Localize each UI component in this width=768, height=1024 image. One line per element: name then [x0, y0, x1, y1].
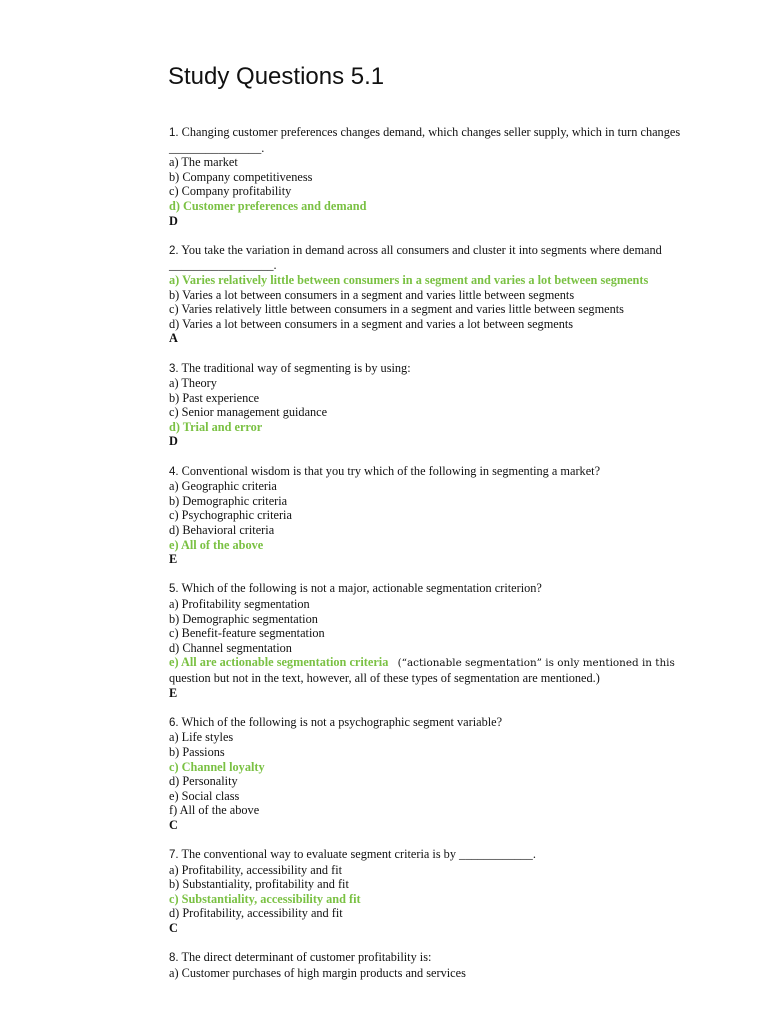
- question-number: 7.: [169, 849, 179, 862]
- option: [169, 906, 729, 921]
- option: [169, 479, 729, 494]
- option-text: e) All of the above: [169, 537, 264, 552]
- question-5: [169, 581, 729, 700]
- answer-key: C: [169, 817, 178, 832]
- answer-key: A: [169, 331, 178, 346]
- option-note-continued: question but not in the text, however, all of these types of segmentation are mentioned.): [169, 670, 600, 685]
- option: [169, 508, 729, 523]
- option: [169, 803, 729, 818]
- option: [169, 863, 729, 878]
- option-text: e) Social class: [169, 788, 240, 803]
- option-text: b) Demographic criteria: [169, 493, 288, 508]
- option: [169, 494, 729, 509]
- question-text: The traditional way of segmenting is by using:: [178, 360, 411, 375]
- option-text: b) Demographic segmentation: [169, 611, 318, 626]
- option: [169, 641, 729, 656]
- answer-key: E: [169, 552, 178, 567]
- option-text: d) Customer preferences and demand: [169, 198, 367, 213]
- option-text: d) Personality: [169, 774, 238, 789]
- option: [169, 170, 729, 185]
- question-4: [169, 464, 729, 567]
- option-text: b) Passions: [169, 744, 225, 759]
- question-number: 8.: [169, 952, 179, 965]
- option: [169, 523, 729, 538]
- option: [169, 789, 729, 804]
- question-text: Changing customer preferences changes demand, which changes seller supply, which in turn changes: [178, 125, 681, 139]
- question-number: 3.: [169, 362, 179, 375]
- question-stem: [169, 847, 729, 863]
- option-text: c) Psychographic criteria: [169, 508, 292, 523]
- option-correct: [169, 655, 729, 671]
- question-8: [169, 950, 729, 980]
- option-text: a) Profitability, accessibility and fit: [169, 862, 343, 877]
- question-stem: [169, 243, 729, 259]
- option: [169, 405, 729, 420]
- option: [169, 184, 729, 199]
- option: [169, 730, 729, 745]
- question-blank: _______________.: [169, 140, 265, 155]
- option-text: f) All of the above: [169, 803, 260, 818]
- option: [169, 376, 729, 391]
- question-number: 6.: [169, 716, 179, 729]
- question-2: [169, 243, 729, 346]
- option: [169, 774, 729, 789]
- option: [169, 612, 729, 627]
- option-text: c) Varies relatively little between consumers in a segment and varies little between segments: [169, 302, 624, 317]
- option-text: a) Varies relatively little between consumers in a segment and varies a lot between segments: [169, 272, 649, 287]
- option-correct: [169, 892, 729, 907]
- question-blank: _________________.: [169, 258, 277, 273]
- option-text: a) Geographic criteria: [169, 479, 277, 494]
- question-number: 5.: [169, 583, 179, 596]
- option-correct: [169, 199, 729, 214]
- answer-key: C: [169, 921, 178, 936]
- option-text: a) Life styles: [169, 730, 234, 745]
- option: [169, 626, 729, 641]
- question-number: 4.: [169, 465, 179, 478]
- option-correct: [169, 760, 729, 775]
- option-text: a) The market: [169, 155, 238, 170]
- question-text: Which of the following is not a psychographic segment variable?: [178, 714, 503, 729]
- option-text: c) Channel loyalty: [169, 759, 265, 774]
- option: [169, 155, 729, 170]
- option-text: e) All are actionable segmentation criteria: [169, 655, 389, 670]
- option: [169, 877, 729, 892]
- questions-list: [169, 125, 729, 995]
- option-text: b) Past experience: [169, 390, 260, 405]
- option-text: b) Company competitiveness: [169, 169, 313, 184]
- option-text: a) Profitability segmentation: [169, 597, 310, 611]
- question-7: [169, 847, 729, 936]
- option-text: d) Varies a lot between consumers in a segment and varies a lot between segments: [169, 316, 574, 331]
- answer-key: D: [169, 213, 178, 228]
- question-6: [169, 715, 729, 833]
- question-text: Conventional wisdom is that you try which of the following in segmenting a market?: [178, 463, 601, 478]
- question-stem: [169, 125, 729, 141]
- option-text: a) Customer purchases of high margin products and services: [169, 965, 466, 980]
- option-text: c) Benefit-feature segmentation: [169, 626, 325, 641]
- option-text: c) Company profitability: [169, 184, 292, 199]
- question-text: The direct determinant of customer profitability is:: [178, 950, 432, 965]
- option-text: b) Substantiality, profitability and fit: [169, 877, 349, 892]
- answer-key: D: [169, 434, 178, 449]
- question-stem: [169, 361, 729, 377]
- question-stem: [169, 950, 729, 966]
- page-title: Study Questions 5.1: [168, 63, 385, 90]
- option: [169, 391, 729, 406]
- question-text: You take the variation in demand across all consumers and cluster it into segments where demand: [178, 242, 662, 257]
- option: [169, 317, 729, 332]
- option: [169, 302, 729, 317]
- option-note: (“actionable segmentation” is only mentioned in this: [397, 657, 675, 670]
- option: [169, 288, 729, 303]
- option: [169, 745, 729, 760]
- option-text: d) Trial and error: [169, 419, 263, 434]
- question-3: [169, 361, 729, 450]
- option: [169, 597, 729, 612]
- question-stem: [169, 464, 729, 480]
- option-text: d) Channel segmentation: [169, 640, 292, 655]
- question-number: 1.: [169, 127, 179, 139]
- option-text: b) Varies a lot between consumers in a segment and varies little between segments: [169, 287, 575, 302]
- question-stem: [169, 715, 729, 731]
- question-number: 2.: [169, 244, 179, 257]
- option-text: c) Senior management guidance: [169, 405, 328, 420]
- option-correct: [169, 420, 729, 435]
- question-stem: [169, 581, 729, 597]
- option-text: c) Substantiality, accessibility and fit: [169, 891, 361, 906]
- option-text: a) Theory: [169, 376, 217, 391]
- question-1: [169, 125, 729, 228]
- option-text: d) Profitability, accessibility and fit: [169, 906, 343, 921]
- option-correct: [169, 273, 729, 288]
- question-text: The conventional way to evaluate segment criteria is by ____________.: [178, 847, 536, 862]
- question-text: Which of the following is not a major, actionable segmentation criterion?: [178, 581, 542, 596]
- option-correct: [169, 538, 729, 553]
- answer-key: E: [169, 685, 178, 700]
- option-text: d) Behavioral criteria: [169, 523, 275, 538]
- option: [169, 966, 729, 981]
